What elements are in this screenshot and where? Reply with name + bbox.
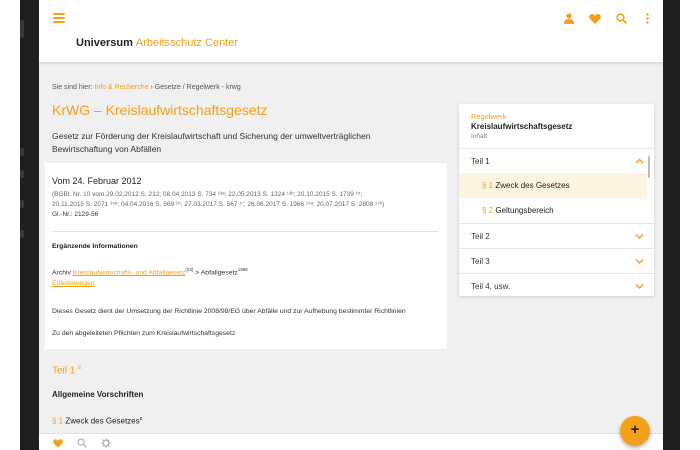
add-button[interactable] [620,416,650,446]
header-actions [563,11,653,25]
person-icon[interactable] [563,11,575,25]
add-icon: + [630,421,640,438]
section-subtitle: Allgemeine Vorschriften [52,390,144,399]
toc-subitem-geltungsbereich[interactable] [459,198,647,223]
chevron-down-icon [635,282,644,290]
directive-text: Dieses Gesetz dient der Umsetzung der Richtlinie 2008/98/EG über Abfälle und zur Aufhebung bestimmter Richtlinien [52,308,406,315]
tablet-frame [20,0,680,450]
erlaeuterungen-link[interactable]: Erläuterungen [52,280,95,287]
section-title: Teil 1 [52,365,76,377]
bottom-navigation [39,433,663,450]
archive-line [52,267,248,276]
toc-panel [459,104,654,296]
section-sup: E [78,365,82,371]
paragraph-symbol: § 1 [52,416,64,426]
toc-subtitle: Inhalt [471,133,487,140]
archive-suffix: > Abfallgesetz [195,269,238,277]
chevron-down-icon [635,257,644,265]
toc-row-teil-4[interactable] [459,273,654,296]
more-vert-icon[interactable] [641,11,653,25]
page-title: KrWG – Kreislaufwirtschaftsgesetz [52,102,268,118]
section-heading [52,365,81,376]
toc-row-label: Teil 2 [471,232,490,241]
toc-row-teil-1[interactable] [459,148,654,173]
chevron-up-icon [635,157,644,165]
breadcrumb-prefix: Sie sind hier: [52,84,93,91]
brand-logo[interactable] [76,37,238,49]
toc-label: Regelwerk [471,112,507,121]
toc-title: Kreislaufwirtschaftsgesetz [471,122,573,131]
breadcrumb-item-current: Gesetze / Regelwerk - krwg [154,84,241,91]
app-header [39,0,663,62]
paragraph-sup: E [139,416,143,421]
references-line: (BGBl. Nr. 10 vom 29.02.2012 S. 212; 08.04.2013 S. 734 ¹³ᵃ; 22.05.2013 S. 1324 ¹³ᵇ; 20.10.2015 S. 1739 ¹⁵; [52,191,363,198]
side-button [20,170,24,178]
toc-subitem-text: Zweck des Gesetzes [495,181,570,190]
brand-name: Universum [76,37,133,49]
duties-text: Zu den abgeleiteten Pflichten zum Kreislaufwirtschaftsgesetz [52,330,236,337]
side-button [20,148,24,156]
search-icon[interactable] [615,11,627,25]
breadcrumb [52,84,241,91]
gl-number: Gl.-Nr.: 2129-56 [52,211,99,218]
toc-subitem-text: Geltungsbereich [495,206,554,215]
supplement-heading: Ergänzende Informationen [52,243,138,250]
toc-subitem-label [482,206,554,215]
law-date: Vom 24. Februar 2012 [52,176,142,186]
law-references [52,190,442,220]
toc-row-label: Teil 4, usw. [471,282,511,291]
paragraph-title: Zweck des Gesetzes [65,416,140,426]
archive-suffix-sup: 1986 [237,267,248,272]
brand-accent: Arbeitsschutz Center [135,37,239,49]
law-info-card [45,163,447,349]
toc-row-label: Teil 1 [471,157,490,166]
toc-scrollbar[interactable] [648,156,650,178]
breadcrumb-separator: › [148,84,155,91]
archive-link[interactable]: Kreislaufwirtschafts- und Abfallgesetz [72,269,186,277]
toc-subitem-zweck[interactable] [459,173,647,198]
toc-row-teil-2[interactable] [459,223,654,248]
heart-icon[interactable] [589,11,601,25]
references-line: 20.11.2015 S. 2071 ¹⁵ᵃ; 04.04.2016 S. 569 ¹⁶; 27.03.2017 S. 567 ¹⁷; 26.06.2017 S. 1966 ¹⁷ᵃ; 20.07.2017 S. 2808 ¹⁷ᵇ) [52,201,385,208]
divider [52,231,438,232]
page-subtitle: Gesetz zur Förderung der Kreislaufwirtschaft und Sicherung der umweltverträglichen Bewirtschaftung von Abfällen [52,131,371,154]
breadcrumb-item-info[interactable]: Info & Recherche [94,84,149,91]
side-button [20,200,24,208]
toc-subitem-symbol: § 2 [482,206,494,215]
paragraph-heading [52,416,143,426]
menu-icon[interactable] [53,13,65,23]
side-button [20,230,24,238]
toc-row-teil-3[interactable] [459,248,654,273]
chevron-down-icon [635,232,644,240]
gear-icon[interactable] [101,438,111,448]
toc-row-label: Teil 3 [471,257,490,266]
toc-subitem-symbol: § 1 [482,181,494,190]
search-icon[interactable] [77,438,87,448]
archive-prefix: Archiv [52,269,71,277]
app-screen [39,0,663,450]
heart-icon[interactable] [53,438,63,448]
toc-subitem-label [482,181,570,190]
volume-button [20,20,24,38]
archive-link-sup: (23) [185,267,194,272]
